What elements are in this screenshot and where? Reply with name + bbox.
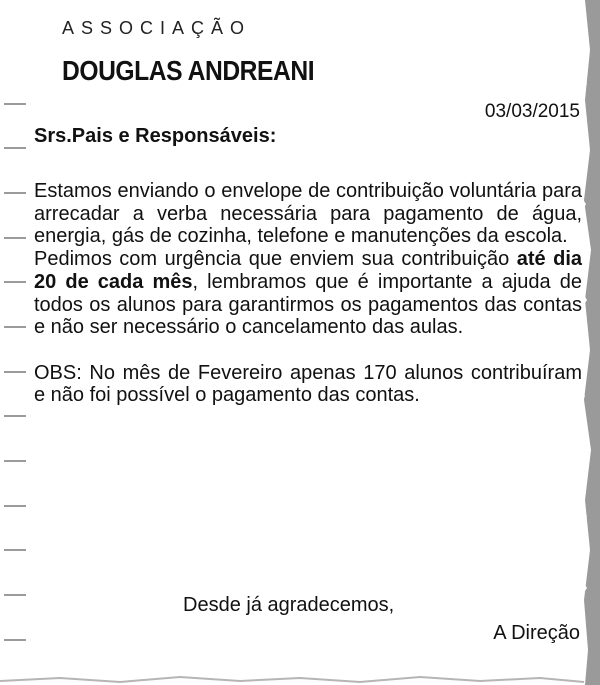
deadline-highlight: até dia 20 de cada mês bbox=[34, 248, 582, 293]
paragraph-urgency bbox=[34, 248, 582, 339]
letter-date: 03/03/2015 bbox=[484, 101, 580, 122]
paragraph-spacer bbox=[34, 339, 582, 362]
paragraph-contribution-request: Estamos enviando o envelope de contribuição voluntária para arrecadar a verba necessária para pagamento de água, energia, gás de cozinha, telefone e manutenções da escola. bbox=[34, 180, 582, 248]
letter-body bbox=[34, 180, 582, 407]
paragraph-urgency-end: , lembramos que é importante a ajuda de todos os alunos para garantirmos os pagamentos das contas e não ser necessário o cancelamento das aulas. bbox=[34, 270, 582, 339]
signature: A Direção bbox=[493, 622, 580, 644]
association-name: DOUGLAS ANDREANI bbox=[62, 55, 315, 86]
closing-line: Desde já agradecemos, bbox=[183, 594, 395, 616]
association-label: ASSOCIAÇÃO bbox=[62, 18, 252, 38]
paragraph-urgency-start: Pedimos com urgência que enviem sua contribuição bbox=[34, 248, 517, 271]
salutation: Srs.Pais e Responsáveis: bbox=[34, 125, 277, 147]
obs-note: OBS: No mês de Fevereiro apenas 170 alunos contribuíram e não foi possível o pagamento das contas. bbox=[34, 361, 582, 407]
